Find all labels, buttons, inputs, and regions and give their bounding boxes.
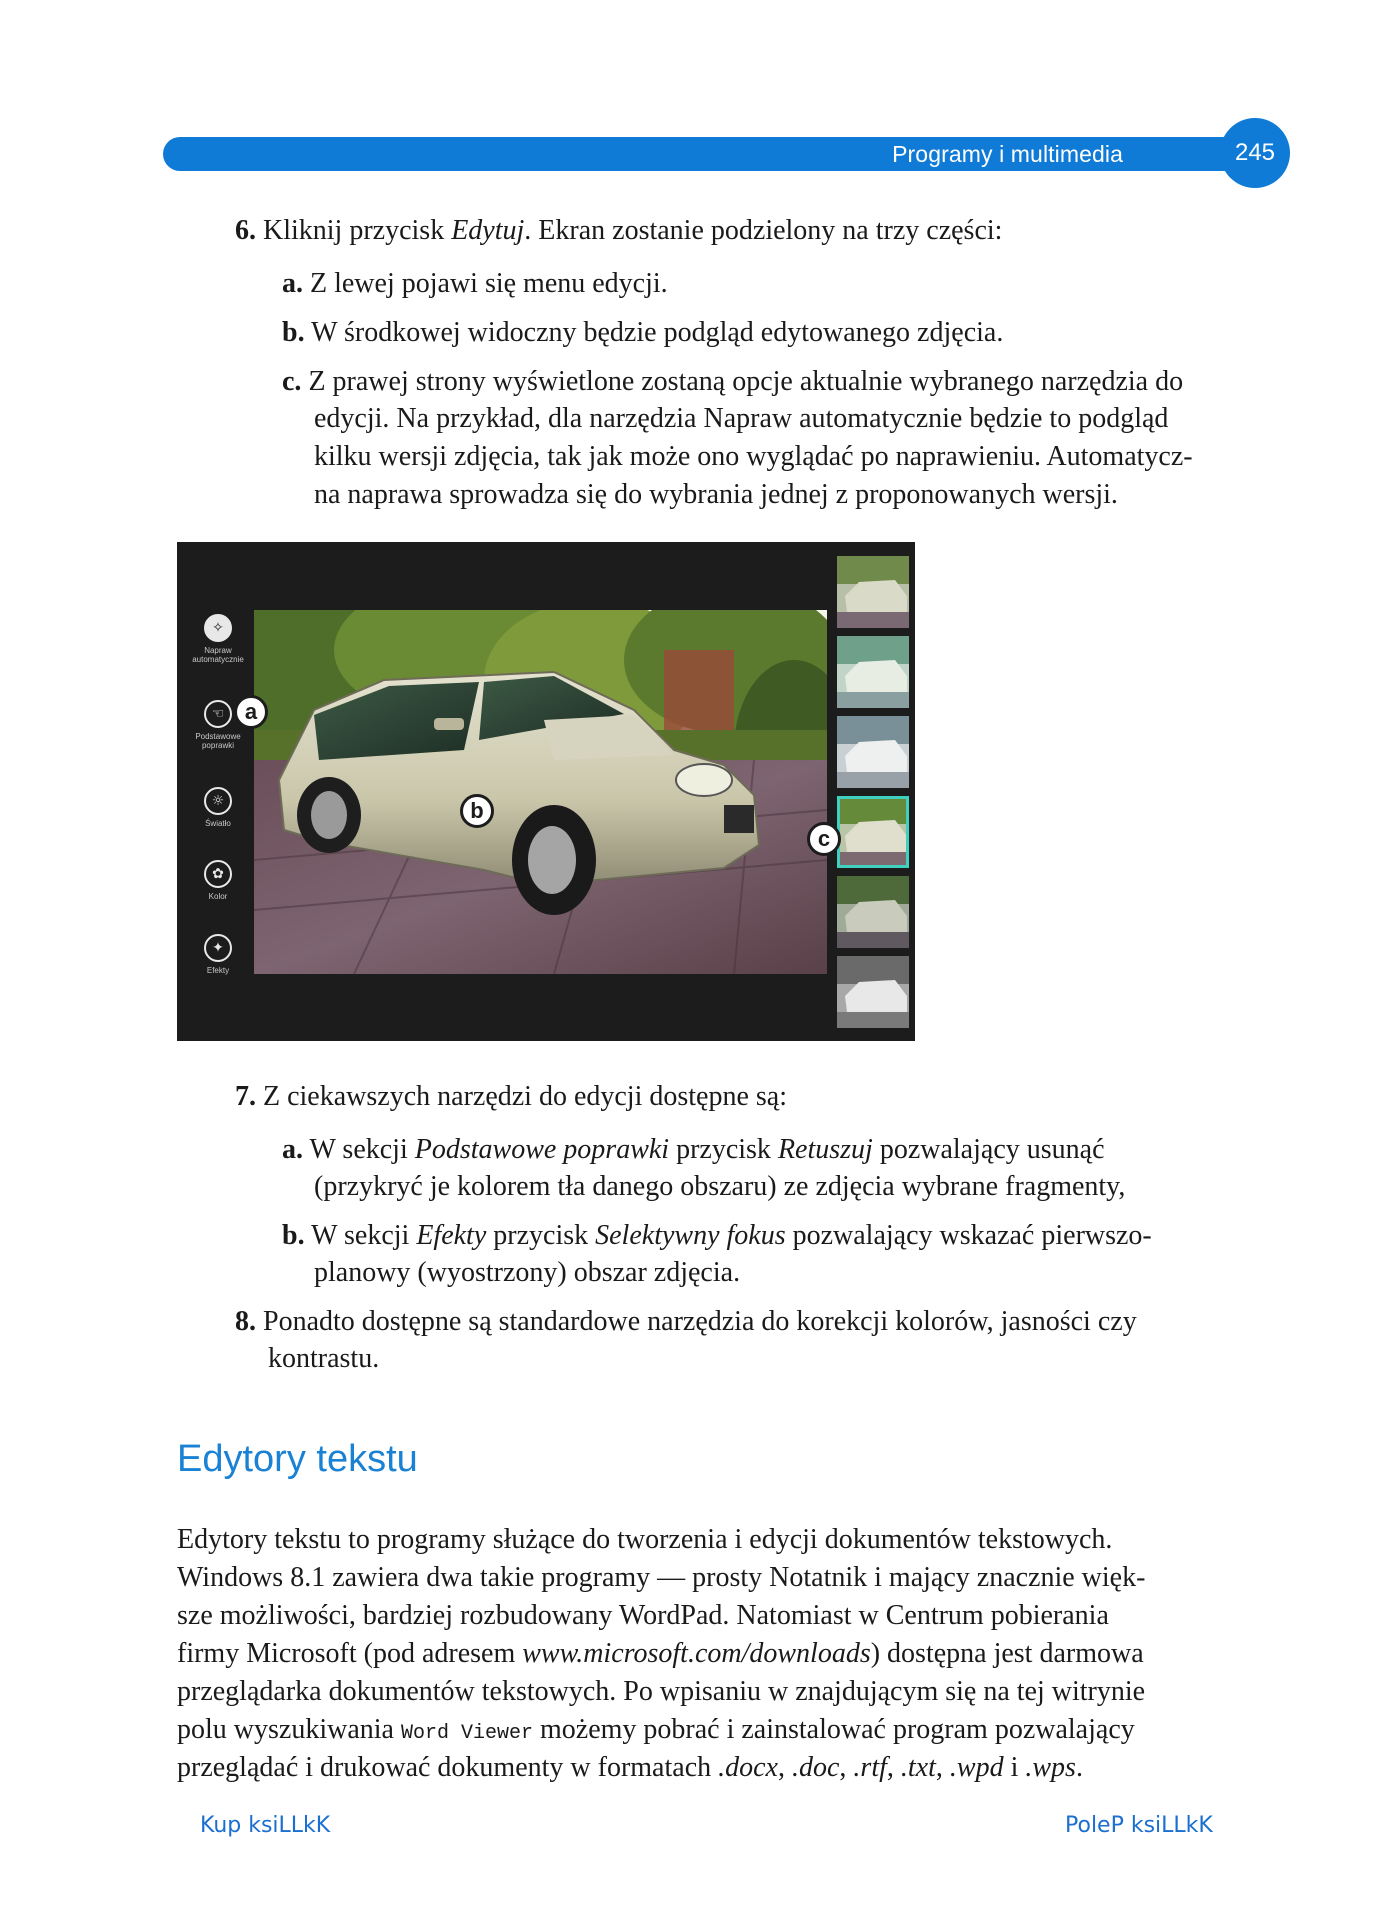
menu-item-label: Efekty	[206, 966, 230, 975]
auto-fix-thumbnail-selected	[837, 796, 909, 868]
auto-fix-thumbnail	[837, 956, 909, 1028]
menu-item-label: Kolor	[208, 892, 228, 901]
paragraph-line: sze możliwości, bardziej rozbudowany WordPad. Natomiast w Centrum pobierania	[177, 1600, 1109, 1631]
effects-icon: ✦	[204, 934, 232, 962]
auto-fix-thumbnail	[837, 556, 909, 628]
auto-fix-thumbnail	[837, 876, 909, 948]
step-8-line: kontrastu.	[268, 1343, 380, 1374]
auto-fix-thumbnail	[837, 716, 909, 788]
step-6: 6. Kliknij przycisk Edytuj. Ekran zostanie podzielony na trzy części:	[235, 215, 1003, 246]
callout-c: c	[807, 822, 841, 856]
running-header-title: Programy i multimedia	[892, 141, 1123, 167]
step-6-sub-c-line: na naprawa sprowadza się do wybrania jednej z proponowanych wersji.	[314, 479, 1118, 510]
step-7-sub-a-line: (przykryć je kolorem tła danego obszaru) ze zdjęcia wybrane fragmenty,	[314, 1171, 1126, 1202]
menu-item-label: Napraw automatycznie	[192, 646, 244, 664]
url-text: www.microsoft.com/downloads	[522, 1638, 871, 1669]
footer-recommend-book-link[interactable]: PoleP ksiLLkK	[1065, 1813, 1213, 1838]
footer-buy-book-link[interactable]: Kup ksiLLkK	[200, 1813, 331, 1838]
step-7-sub-b: b. W sekcji Efekty przycisk Selektywny fokus pozwalający wskazać pierwszo-	[282, 1220, 1152, 1251]
step-6-sub-b: b. W środkowej widoczny będzie podgląd edytowanego zdjęcia.	[282, 317, 1004, 348]
step-7-sub-b-line: planowy (wyostrzony) obszar zdjęcia.	[314, 1257, 741, 1288]
paragraph-line: przeglądarka dokumentów tekstowych. Po wpisaniu w znajdującym się na tej witrynie	[177, 1676, 1146, 1707]
photo-preview	[254, 610, 827, 974]
step-7-sub-a: a. W sekcji Podstawowe poprawki przycisk Retuszuj pozwalający usunąć	[282, 1134, 1105, 1165]
step-6-sub-a: a. Z lewej pojawi się menu edycji.	[282, 268, 668, 299]
auto-fix-icon: ✧	[204, 614, 232, 642]
callout-b: b	[460, 794, 494, 828]
paragraph-line: firmy Microsoft (pod adresem www.microsoft.com/downloads) dostępna jest darmowa	[177, 1638, 1144, 1669]
menu-item-label: Podstawowe poprawki	[195, 732, 241, 750]
menu-item-label: Światło	[205, 819, 231, 828]
running-header-bar	[163, 137, 1253, 171]
menu-item-light	[191, 787, 245, 828]
search-term-code: Word Viewer	[400, 1722, 533, 1745]
section-heading: Edytory tekstu	[177, 1438, 418, 1480]
paragraph-line: przeglądać i drukować dokumenty w formatach .docx, .doc, .rtf, .txt, .wpd i .wps.	[177, 1752, 1083, 1783]
page-number: 245	[1220, 118, 1290, 188]
paragraph-line: Edytory tekstu to programy służące do tworzenia i edycji dokumentów tekstowych.	[177, 1524, 1113, 1555]
menu-item-color	[191, 860, 245, 901]
paragraph-line: polu wyszukiwania Word Viewer możemy pobrać i zainstalować program pozwalający	[177, 1714, 1135, 1745]
step-6-sub-c-line: edycji. Na przykład, dla narzędzia Napraw automatycznie będzie to podgląd	[314, 403, 1169, 434]
auto-fix-thumbnail	[837, 636, 909, 708]
step-6-sub-c-line: kilku wersji zdjęcia, tak jak może ono wyglądać po naprawieniu. Automatycz-	[314, 441, 1193, 472]
step-6-sub-c: c. Z prawej strony wyświetlone zostaną opcje aktualnie wybranego narzędzia do	[282, 366, 1184, 397]
paragraph-line: Windows 8.1 zawiera dwa takie programy — prosty Notatnik i mający znacznie więk-	[177, 1562, 1146, 1593]
menu-item-auto-fix	[191, 614, 245, 664]
color-icon: ✿	[204, 860, 232, 888]
basic-fixes-icon: ☜	[204, 700, 232, 728]
menu-item-effects	[191, 934, 245, 975]
photo-editor-screenshot	[177, 542, 915, 1041]
step-7: 7. Z ciekawszych narzędzi do edycji dostępne są:	[235, 1081, 788, 1112]
step-8: 8. Ponadto dostępne są standardowe narzędzia do korekcji kolorów, jasności czy	[235, 1306, 1137, 1337]
light-icon: ☼	[204, 787, 232, 815]
callout-a: a	[234, 695, 268, 729]
